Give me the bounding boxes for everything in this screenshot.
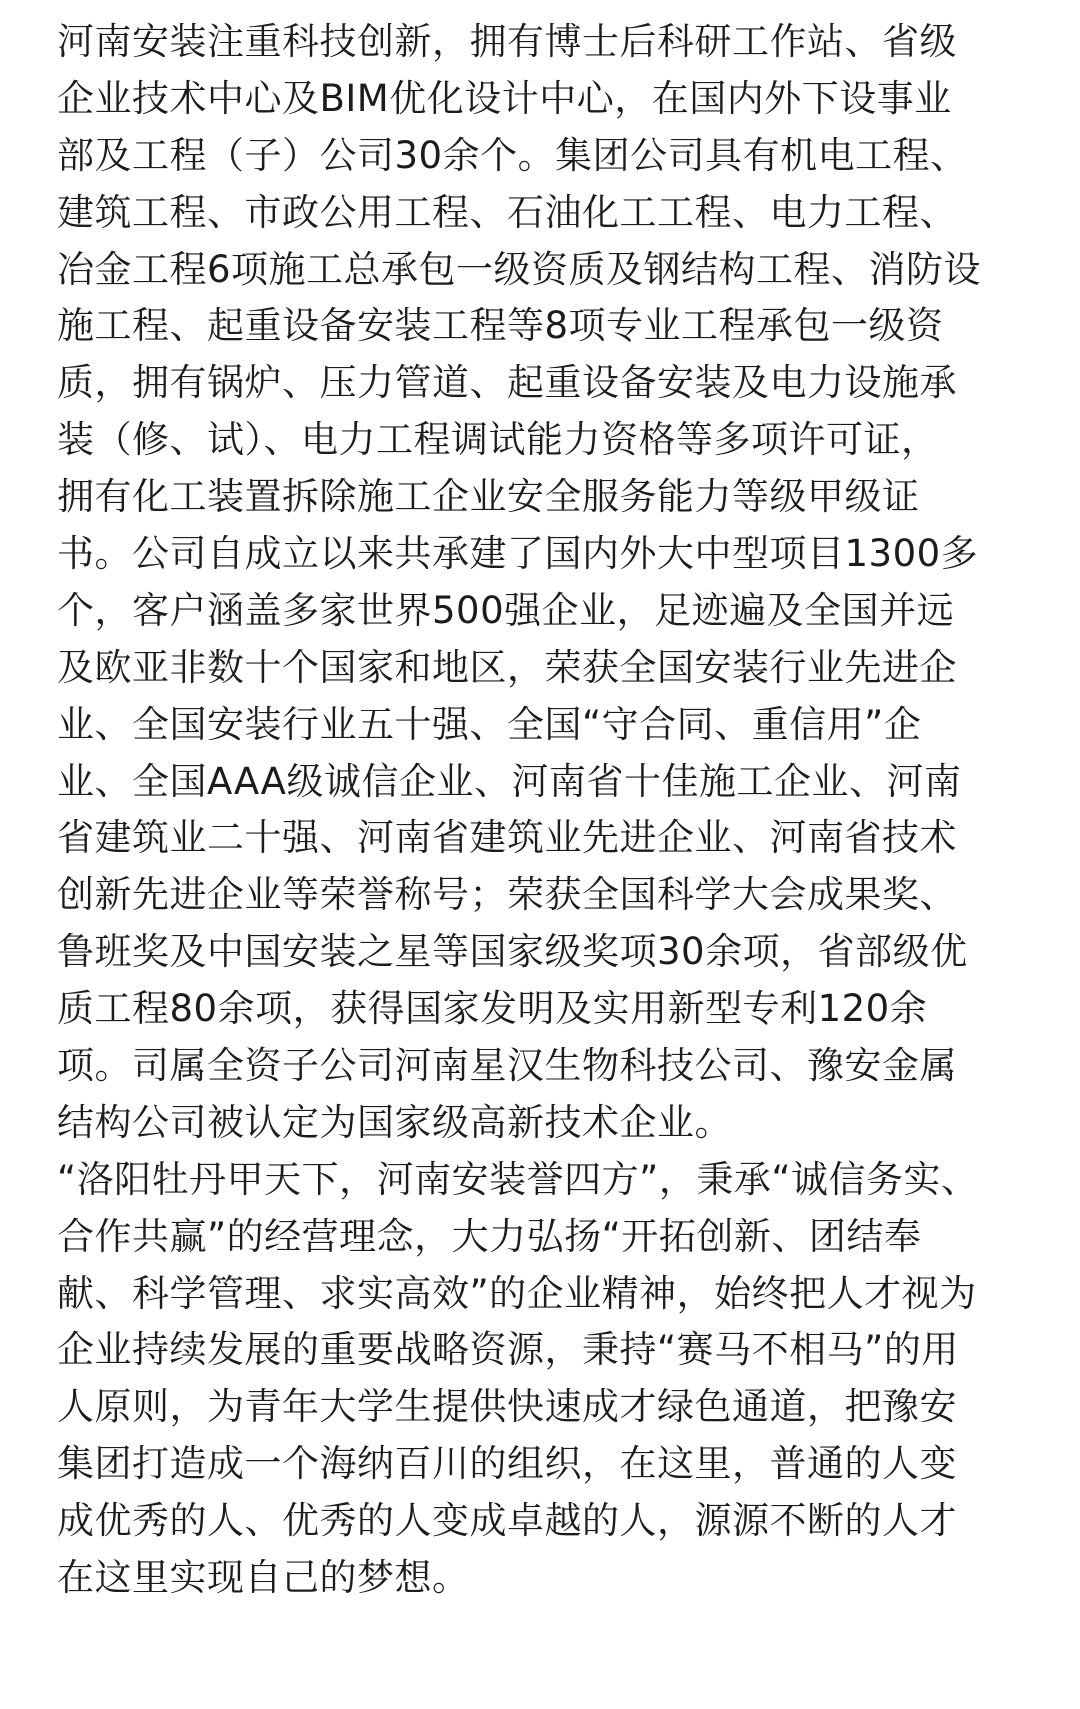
text-line: 建筑工程、市政公用工程、石油化工工程、电力工程、 <box>57 190 957 234</box>
text-line: 企业技术中心及BIM优化设计中心，在国内外下设事业 <box>57 76 952 120</box>
text-line: 部及工程（子）公司30余个。集团公司具有机电工程、 <box>57 133 968 177</box>
text-line: 装（修、试）、电力工程调试能力资格等多项许可证， <box>57 418 939 462</box>
text-line: 个，客户涵盖多家世界500强企业，足迹遍及全国并远 <box>57 588 955 632</box>
text-line: 合作共赢”的经营理念，大力弘扬“开拓创新、团结奉 <box>57 1214 922 1258</box>
text-line: 集团打造成一个海纳百川的组织，在这里，普通的人变 <box>57 1442 957 1486</box>
text-line: “洛阳牡丹甲天下，河南安装誉四方”，秉承“诚信务实、 <box>57 1157 979 1201</box>
text-line: 业、全国AAA级诚信企业、河南省十佳施工企业、河南 <box>57 759 962 803</box>
text-line: 省建筑业二十强、河南省建筑业先进企业、河南省技术 <box>57 816 957 860</box>
text-line: 书。公司自成立以来共承建了国内外大中型项目1300多 <box>57 532 979 576</box>
text-line: 拥有化工装置拆除施工企业安全服务能力等级甲级证 <box>57 475 920 519</box>
text-line: 人原则，为青年大学生提供快速成才绿色通道，把豫安 <box>57 1385 957 1429</box>
text-line: 企业持续发展的重要战略资源，秉持“赛马不相马”的用 <box>57 1328 959 1372</box>
text-line: 结构公司被认定为国家级高新技术企业。 <box>57 1100 732 1144</box>
text-line: 及欧亚非数十个国家和地区，荣获全国安装行业先进企 <box>57 645 957 689</box>
text-line: 质工程80余项，获得国家发明及实用新型专利120余 <box>57 987 928 1031</box>
text-line: 创新先进企业等荣誉称号；荣获全国科学大会成果奖、 <box>57 873 957 917</box>
text-line: 冶金工程6项施工总承包一级资质及钢结构工程、消防设 <box>57 247 982 291</box>
text-line: 河南安装注重科技创新，拥有博士后科研工作站、省级 <box>57 20 957 63</box>
text-line: 项。司属全资子公司河南星汉生物科技公司、豫安金属 <box>57 1044 957 1088</box>
text-line: 成优秀的人、优秀的人变成卓越的人，源源不断的人才 <box>57 1499 957 1543</box>
text-line: 质，拥有锅炉、压力管道、起重设备安装及电力设施承 <box>57 361 957 405</box>
text-line: 业、全国安装行业五十强、全国“守合同、重信用”企 <box>57 702 922 746</box>
text-line: 献、科学管理、求实高效”的企业精神，始终把人才视为 <box>57 1271 977 1315</box>
text-line: 施工程、起重设备安装工程等8项专业工程承包一级资 <box>57 304 944 348</box>
text-line: 鲁班奖及中国安装之星等国家级奖项30余项，省部级优 <box>57 930 968 974</box>
text-line: 在这里实现自己的梦想。 <box>57 1556 470 1600</box>
